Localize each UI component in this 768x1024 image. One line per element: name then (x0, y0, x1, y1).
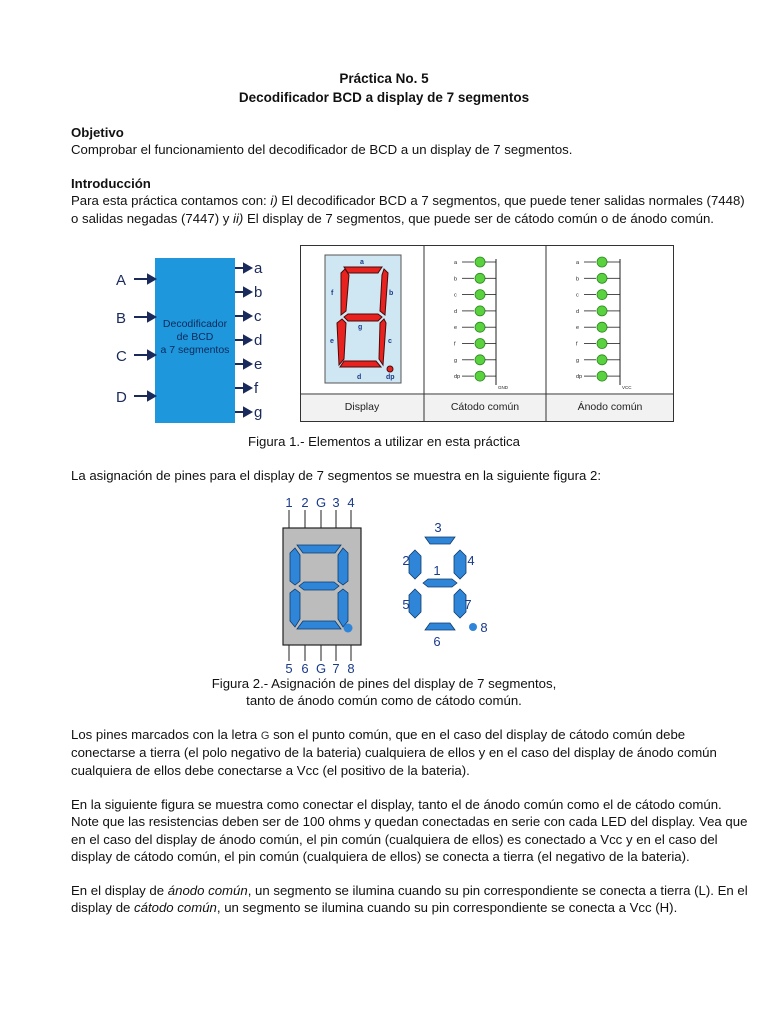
segment-number-8: 8 (480, 620, 488, 635)
segment-label-d: d (357, 374, 362, 381)
italic-span: ánodo común (167, 883, 248, 898)
segment-label-b: b (389, 290, 394, 297)
top-pin-g: G (315, 495, 327, 510)
decoder-label-2: de BCD (176, 331, 214, 343)
segment-number-1: 1 (433, 563, 441, 578)
segment-label-e: e (330, 338, 334, 345)
segment-number-6: 6 (433, 634, 441, 649)
segment-label-a: a (360, 259, 364, 266)
segment-label-dp: dp (386, 374, 395, 381)
para-asignacion: La asignación de pines para el display de 7 segmentos se muestra en la siguiente figura 2: (71, 468, 602, 483)
top-pin-3: 3 (332, 495, 340, 510)
led-icon (597, 306, 607, 316)
para-conexion-line4: display de cátodo común, el pin común (cualquiera de ellos) se conecta a tierra (el negativo de la bateria). (71, 849, 690, 864)
decoder-label-3: a 7 segmentos (160, 344, 230, 356)
italic-span: ii) (233, 211, 244, 226)
para-ilumina-line1 (71, 882, 748, 899)
led-icon (475, 322, 485, 332)
page-subtitle: Decodificador BCD a display de 7 segmentos (238, 90, 530, 105)
output-e-label: e (254, 356, 263, 373)
figure2-caption-line2: tanto de ánodo común como de cátodo común. (246, 693, 522, 708)
objetivo-heading: Objetivo (71, 125, 124, 140)
output-c-label: c (254, 308, 262, 325)
figure2-caption-line1: Figura 2.- Asignación de pines del display de 7 segmentos, (211, 676, 557, 691)
text-span: son el punto común, que en el caso del display de cátodo común debe (269, 727, 686, 742)
segment-number-4: 4 (467, 553, 475, 568)
led-label: e (454, 325, 458, 332)
led-icon (597, 273, 607, 283)
text-span: , un segmento se ilumina cuando su pin correspondiente se conecta a tierra (L). En el (247, 883, 748, 898)
output-f-label: f (254, 380, 259, 397)
led-icon (475, 355, 485, 365)
figure1-caption: Figura 1.- Elementos a utilizar en esta práctica (248, 434, 520, 449)
led-icon (597, 371, 607, 381)
text-span: , un segmento se ilumina cuando su pin correspondiente se conecta a Vcc (H). (216, 900, 678, 915)
para-ilumina-line2 (71, 899, 677, 916)
introduccion-line1 (71, 192, 745, 209)
bottom-pin-7: 7 (332, 661, 340, 676)
led-icon (597, 339, 607, 349)
exploded-segments (409, 537, 466, 630)
objetivo-text: Comprobar el funcionamiento del decodificador de BCD a un display de 7 segmentos. (71, 142, 573, 157)
para-pines-line1 (71, 726, 685, 745)
led-label: a (576, 260, 580, 266)
panel-label-display: Display (344, 401, 380, 413)
segment-number-2: 2 (402, 553, 410, 568)
decoder-diagram (108, 250, 278, 430)
introduccion-heading: Introducción (71, 176, 151, 191)
input-b-label: B (116, 310, 127, 327)
led-icon (597, 290, 607, 300)
segment-label-f: f (331, 290, 334, 297)
led-label: c (454, 292, 457, 299)
top-pin-4: 4 (347, 495, 355, 510)
page-title: Práctica No. 5 (339, 71, 429, 86)
bottom-pin-8: 8 (347, 661, 355, 676)
top-pin-2: 2 (301, 495, 309, 510)
led-label: dp (576, 374, 583, 381)
output-g-label: g (254, 404, 263, 421)
text-span: El decodificador BCD a 7 segmentos, que puede tener salidas normales (7448) (277, 193, 745, 208)
introduccion-line2 (71, 210, 714, 227)
g-letter: G (260, 730, 270, 742)
vcc-label: VCC (622, 385, 632, 390)
led-label: a (454, 260, 458, 266)
led-label: b (576, 276, 580, 283)
panel-label-anodo: Ánodo común (577, 401, 643, 413)
output-b-label: b (254, 284, 263, 301)
text-span: El display de 7 segmentos, que puede ser de cátodo común o de ánodo común. (243, 211, 714, 226)
display-panel (300, 245, 674, 422)
segment-number-7: 7 (464, 597, 472, 612)
led-icon (597, 257, 607, 267)
led-icon (475, 257, 485, 267)
input-a-label: A (116, 272, 127, 289)
led-label: dp (454, 374, 461, 381)
output-arrows (235, 264, 251, 416)
led-icon (475, 290, 485, 300)
segment-number-3: 3 (434, 520, 442, 535)
para-conexion-line2: Note que las resistencias deben ser de 100 ohms y quedan conectadas en serie con cada LED del display. Vea que (71, 814, 748, 829)
text-span: Los pines marcados con la letra (71, 727, 261, 742)
input-c-label: C (116, 348, 127, 365)
led-icon (475, 306, 485, 316)
led-icon (597, 355, 607, 365)
panel-label-catodo: Cátodo común (450, 401, 520, 413)
seven-segment-display-red (325, 255, 401, 383)
led-label: c (576, 292, 579, 299)
led-label: d (576, 308, 580, 315)
led-label: g (576, 357, 580, 364)
led-label: b (454, 276, 458, 283)
text-span: En el display de (71, 883, 168, 898)
text-span: o salidas negadas (7447) y (71, 211, 234, 226)
para-pines-line3: cualquiera de ellos debe conectarse a Vcc (el positivo de la bateria). (71, 763, 470, 778)
pin-assignment-diagram (275, 493, 505, 678)
led-label: f (454, 341, 456, 348)
segment-label-c: c (388, 338, 392, 345)
led-icon (475, 273, 485, 283)
led-icon (597, 322, 607, 332)
output-a-label: a (254, 260, 263, 277)
bottom-pin-leads (289, 645, 351, 661)
led-label: g (454, 357, 458, 364)
para-conexion-line1: En la siguiente figura se muestra como conectar el display, tanto el de ánodo común como el de cátodo común. (71, 797, 722, 812)
input-arrows (134, 275, 155, 400)
bottom-pin-g: G (315, 661, 327, 676)
segment-number-5: 5 (402, 597, 410, 612)
top-pin-1: 1 (285, 495, 293, 510)
para-pines-line2: conectarse a tierra (el polo negativo de la bateria) cualquiera de ellos y en el caso del display de ánodo común (71, 745, 717, 760)
led-label: f (576, 341, 578, 348)
text-span: display de (71, 900, 135, 915)
para-conexion-line3: en el caso del display de ánodo común, el pin común (cualquiera de ellos) es conectado a Vcc y en el caso del (71, 832, 718, 847)
decimal-point (344, 624, 353, 633)
led-label: e (576, 325, 580, 332)
text-span: Para esta práctica contamos con: (71, 193, 271, 208)
decoder-label-1: Decodificador (162, 318, 228, 330)
input-d-label: D (116, 389, 127, 406)
italic-span: cátodo común (134, 900, 217, 915)
led-label: d (454, 308, 458, 315)
exploded-decimal-point (469, 623, 477, 631)
led-icon (475, 371, 485, 381)
bottom-pin-5: 5 (285, 661, 293, 676)
output-d-label: d (254, 332, 263, 349)
segment-label-g: g (358, 324, 363, 331)
led-icon (475, 339, 485, 349)
top-pin-leads (289, 510, 351, 528)
gnd-label: GND (498, 385, 508, 390)
bottom-pin-6: 6 (301, 661, 309, 676)
italic-span: i) (270, 193, 278, 208)
